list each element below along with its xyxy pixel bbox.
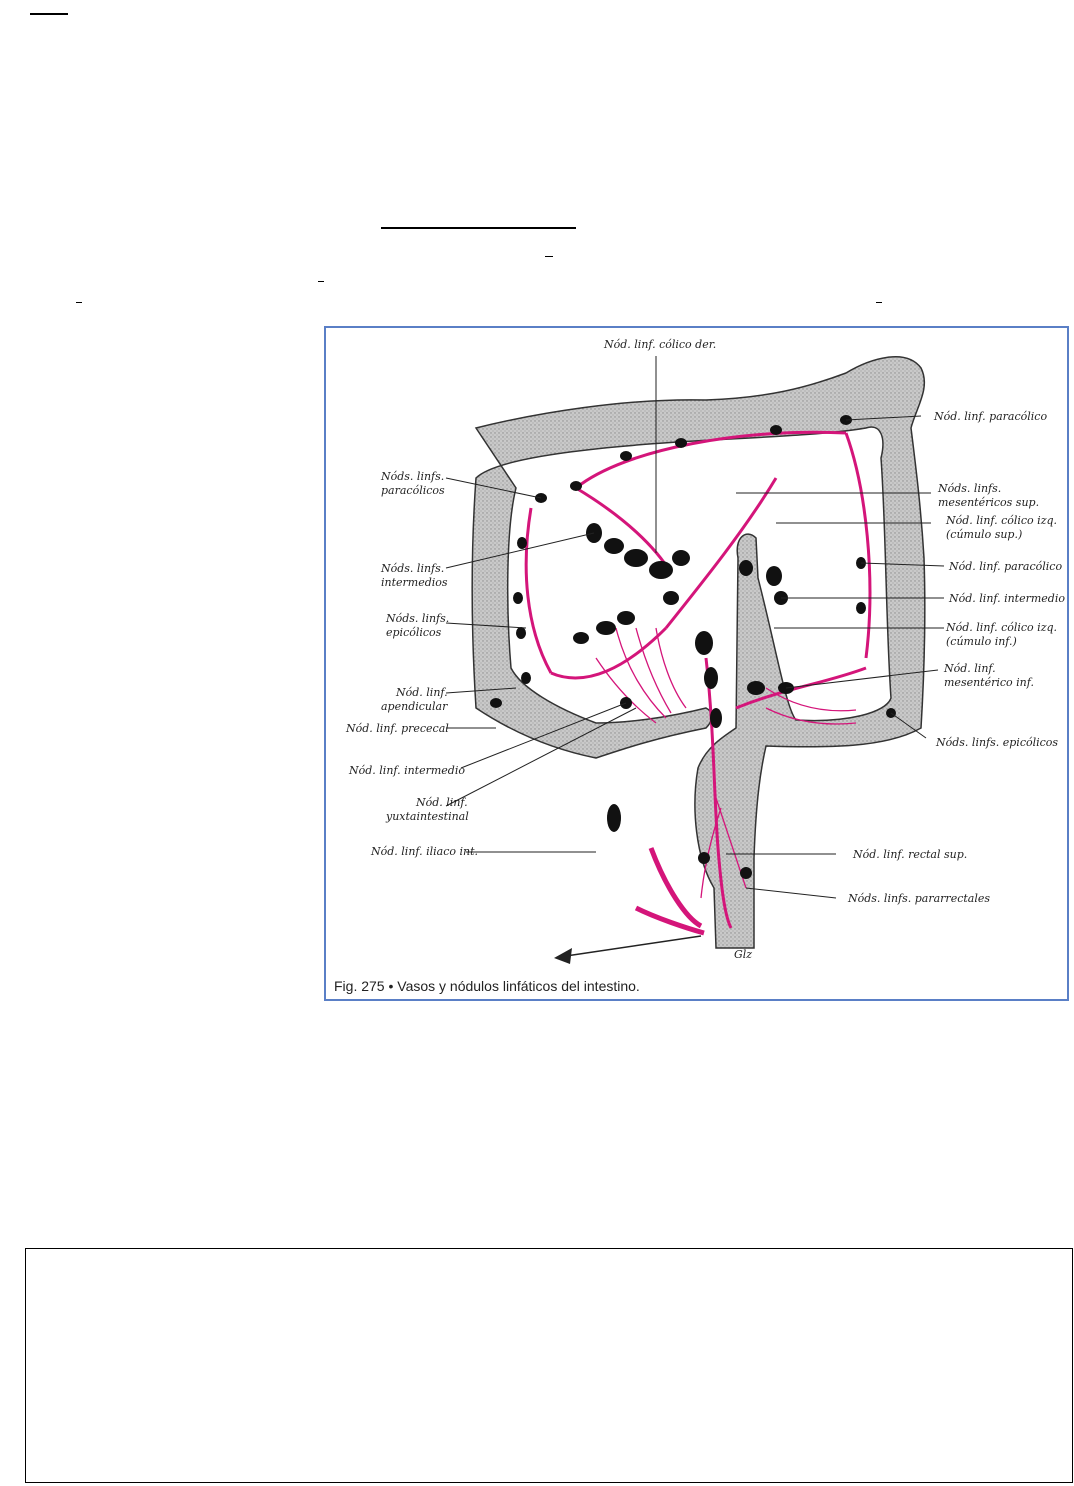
label-intermedios-2: intermedios	[381, 576, 448, 589]
label-paracolico-top: Nód. linf. paracólico	[934, 410, 1048, 423]
label-mesenterico-inf-2: mesentérico inf.	[944, 676, 1034, 689]
label-pararrectales: Nóds. linfs. pararrectales	[848, 892, 991, 905]
label-epicolicos-1: Nóds. linfs.	[386, 612, 450, 625]
label-intermedio-l: Nód. linf. intermedio	[349, 764, 465, 777]
label-epicolicos-r: Nóds. linfs. epicólicos	[936, 736, 1059, 749]
label-colico-izq-sup-1: Nód. linf. cólico izq.	[946, 514, 1058, 527]
intestine-illustration	[326, 328, 1067, 999]
figure-caption: Fig. 275 • Vasos y nódulos linfáticos del intestino.	[334, 978, 640, 994]
label-apendicular-2: apendicular	[381, 700, 448, 713]
lymph-nodes	[490, 415, 896, 879]
label-colico-izq-sup-2: (cúmulo sup.)	[946, 528, 1023, 541]
label-intermedios-1: Nóds. linfs.	[381, 562, 445, 575]
label-intermedio-r: Nód. linf. intermedio	[949, 592, 1065, 605]
text-rule-1	[381, 227, 576, 229]
text-rule-3	[318, 281, 324, 282]
label-yuxta-1: Nód. linf.	[416, 796, 468, 809]
label-mesenterico-inf-1: Nód. linf.	[944, 662, 996, 675]
label-prececal: Nód. linf. prececal	[346, 722, 449, 735]
label-paracolicos-1: Nóds. linfs.	[381, 470, 445, 483]
label-mesentericos-2: mesentéricos sup.	[938, 496, 1040, 509]
label-mesentericos-1: Nóds. linfs.	[938, 482, 1002, 495]
label-yuxta-2: yuxtaintestinal	[386, 810, 469, 823]
text-rule-4	[76, 302, 82, 303]
label-iliaco: Nód. linf. iliaco int.	[371, 845, 478, 858]
drainage-arrow	[554, 936, 701, 964]
intestine-lymph-figure	[324, 326, 1069, 1001]
text-rule-5	[876, 302, 882, 303]
label-colico-izq-inf-1: Nód. linf. cólico izq.	[946, 621, 1058, 634]
label-colico-der: Nód. linf. cólico der.	[604, 338, 717, 351]
label-rectal-sup: Nód. linf. rectal sup.	[853, 848, 968, 861]
label-paracolicos-2: paracólicos	[381, 484, 445, 497]
label-apendicular-1: Nód. linf.	[396, 686, 448, 699]
label-epicolicos-2: epicólicos	[386, 626, 442, 639]
label-colico-izq-inf-2: (cúmulo inf.)	[946, 635, 1017, 648]
answer-box[interactable]	[25, 1248, 1073, 1483]
text-rule-2	[545, 256, 553, 257]
label-signature: Glz	[734, 948, 753, 961]
header-underline	[30, 13, 68, 15]
label-paracolico-r: Nód. linf. paracólico	[949, 560, 1063, 573]
